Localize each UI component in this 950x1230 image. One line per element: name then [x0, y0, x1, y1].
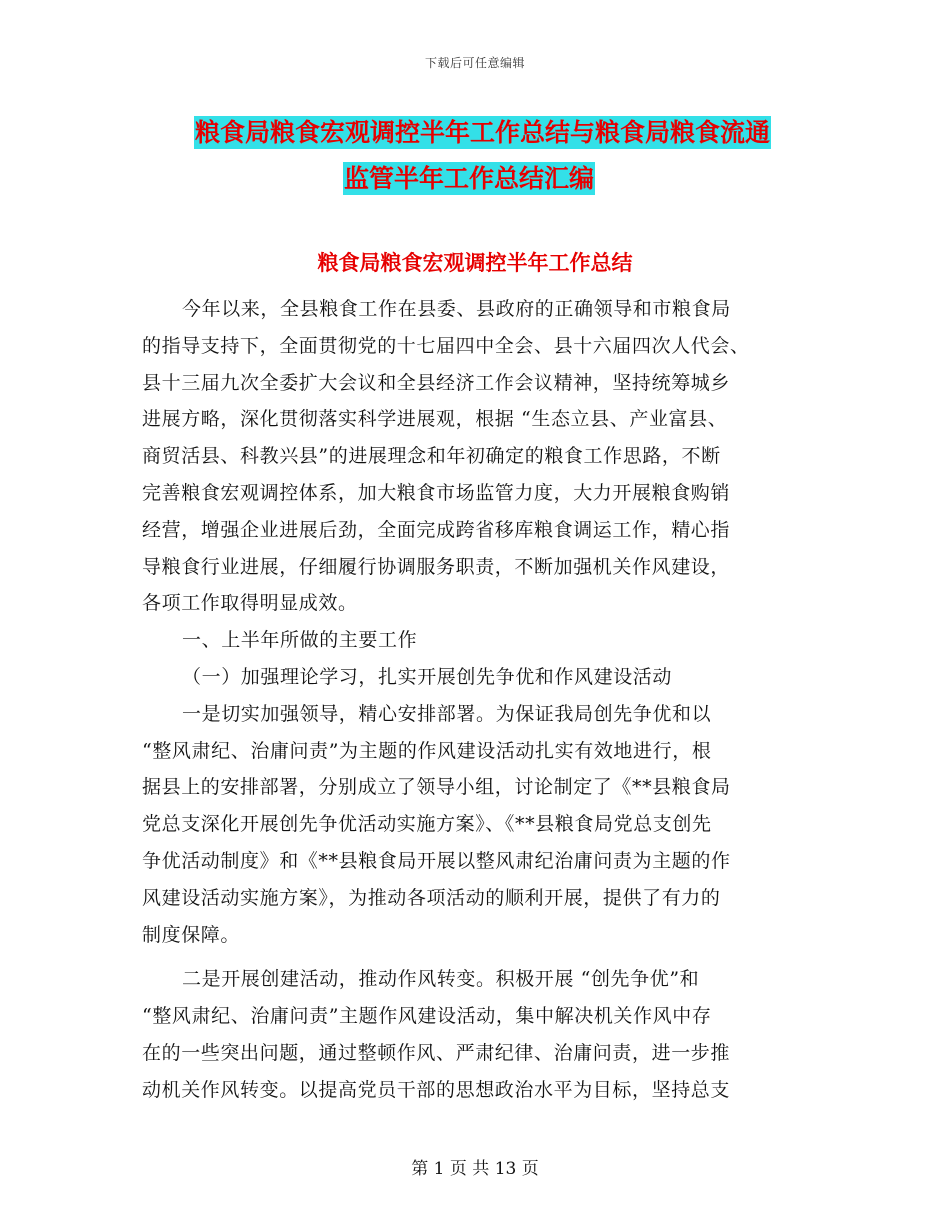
- paragraph-line: 风建设活动实施方案》，为推动各项活动的顺利开展，提供了有力的: [142, 886, 721, 909]
- paragraph-line: 商贸活县、科教兴县”的进展理念和年初确定的粮食工作思路，不断: [142, 445, 721, 468]
- paragraph-line: 导粮食行业进展，仔细履行协调服务职责，不断加强机关作风建设，: [142, 555, 731, 578]
- paragraph-line: 党总支深化开展创先争优活动实施方案》、《**县粮食局党总支创先: [142, 813, 712, 836]
- paragraph-line: 一是切实加强领导，精心安排部署。为保证我局创先争优和以: [182, 702, 712, 725]
- title-line-1-text: 粮食局粮食宏观调控半年工作总结与粮食局粮食流通: [195, 118, 771, 147]
- paragraph-line: 的指导支持下，全面贯彻党的十七届四中全会、县十六届四次人代会、: [142, 334, 750, 357]
- title-line-2-text: 监管半年工作总结汇编: [344, 164, 595, 193]
- section-title: 粮食局粮食宏观调控半年工作总结: [317, 251, 633, 275]
- paragraph-line: 各项工作取得明显成效。: [142, 592, 358, 615]
- heading-level-2: （一）加强理论学习，扎实开展创先争优和作风建设活动: [182, 665, 673, 688]
- header-note: 下载后可任意编辑: [424, 56, 525, 70]
- title-line-2: [140, 156, 820, 202]
- paragraph-line: 县十三届九次全委扩大会议和全县经济工作会议精神，坚持统筹城乡: [142, 371, 731, 394]
- title-line-1: [140, 110, 820, 156]
- paragraph-gap: [142, 953, 822, 961]
- paragraph-line: 制度保障。: [142, 923, 241, 946]
- paragraph-line: 动机关作风转变。以提高党员干部的思想政治水平为目标，坚持总支: [142, 1078, 731, 1101]
- page-number: 第 1 页 共 13 页: [411, 1159, 539, 1179]
- paragraph-line: 争优活动制度》和《**县粮食局开展以整风肃纪治庸问责为主题的作: [142, 849, 731, 872]
- document-title: [140, 110, 820, 202]
- paragraph-line: 今年以来，全县粮食工作在县委、县政府的正确领导和市粮食局: [182, 298, 731, 320]
- body-text: [142, 291, 822, 1109]
- paragraph-line: 在的一些突出问题，通过整顿作风、严肃纪律、治庸问责，进一步推: [142, 1041, 731, 1064]
- paragraph-line: 经营，增强企业进展后劲，全面完成跨省移库粮食调运工作，精心指: [142, 518, 731, 541]
- paragraph-line: 完善粮食宏观调控体系，加大粮食市场监管力度，大力开展粮食购销: [142, 481, 731, 504]
- paragraph-line: 二是开展创建活动，推动作风转变。积极开展 “创先争优”和: [182, 968, 700, 991]
- paragraph-line: “整风肃纪、治庸问责”为主题的作风建设活动扎实有效地进行，根: [142, 739, 712, 762]
- heading-level-1: 一、上半年所做的主要工作: [182, 629, 418, 652]
- paragraph-line: “整风肃纪、治庸问责”主题作风建设活动，集中解决机关作风中存: [142, 1005, 712, 1028]
- paragraph-line: 进展方略，深化贯彻落实科学进展观，根据 “生态立县、产业富县、: [142, 408, 728, 431]
- paragraph-line: 据县上的安排部署，分别成立了领导小组，讨论制定了《**县粮食局: [142, 776, 731, 799]
